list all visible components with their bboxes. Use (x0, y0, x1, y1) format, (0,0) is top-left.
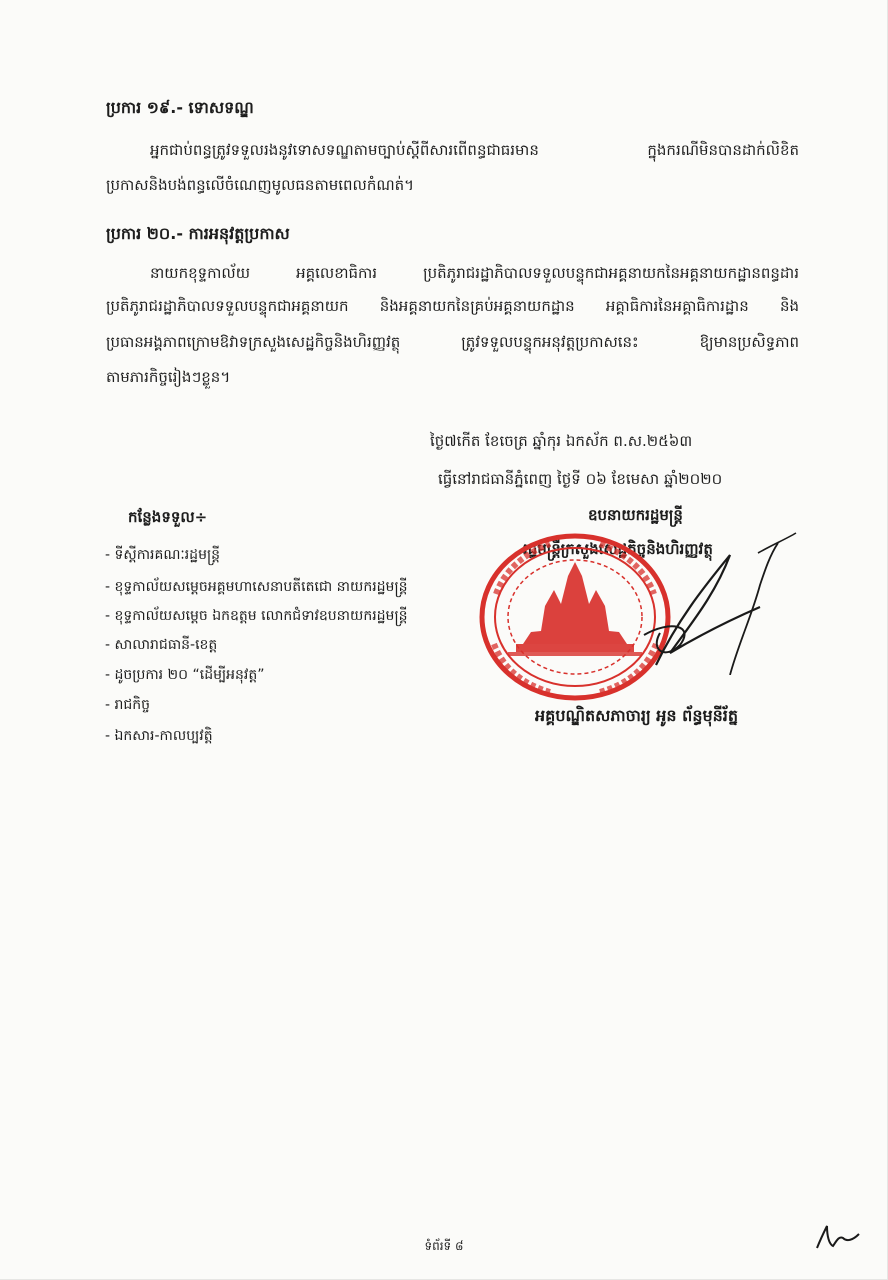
lunar-date: ថ្ងៃ៧កើត ខែចេត្រ ឆ្នាំកុរ ឯកស័ក ព.ស.២៥៦៣ (430, 432, 693, 450)
place-date: ធ្វើនៅរាជធានីភ្នំពេញ ថ្ងៃទី ០៦ ខែមេសា ឆ្នាំ២០២០ (438, 470, 723, 488)
copies-list-item: - ឯកសារ-កាលប្បវត្តិ (105, 728, 213, 744)
text-segment: និង (779, 297, 799, 315)
copies-list-item: - សាលារាជធានី-ខេត្ត (105, 637, 218, 653)
copies-list-item: - ខុទ្ទកាល័យសម្តេច ឯកឧត្តម លោកជំទាវឧបនាយករដ្ឋមន្ត្រី (105, 608, 408, 624)
text-segment: ក្នុងករណីមិនបានដាក់លិខិត (647, 141, 799, 159)
article-20-line-4: តាមភារកិច្ចរៀងៗខ្លួន។ (106, 368, 231, 386)
text-segment: និងអគ្គនាយកនៃគ្រប់អគ្គនាយកដ្ឋាន (379, 297, 575, 315)
handwritten-signature (560, 525, 800, 675)
title-minister: រដ្ឋមន្ត្រីក្រសួងសេដ្ឋកិច្ចនិងហិរញ្ញវត្ថុ (523, 540, 713, 558)
article-19-heading: ប្រការ ១៩.- ទោសទណ្ឌ (106, 98, 254, 117)
article-20-line-1 (150, 264, 799, 286)
copies-list-item: - ដូចប្រការ ២០ “ដើម្បីអនុវត្ត” (105, 667, 265, 683)
article-20-line-3 (106, 333, 799, 355)
copies-list-item: - រាជកិច្ច (105, 697, 151, 713)
text-segment: អគ្គាធិការនៃអគ្គាធិការដ្ឋាន (605, 297, 749, 315)
handwritten-initial (813, 1222, 863, 1252)
copies-title: កន្លែងទទួល÷ (128, 508, 208, 526)
article-19-line-2: ប្រកាសនិងបង់ពន្ធលើចំណេញមូលធនតាមពេលកំណត់។ (106, 176, 415, 194)
text-segment: នាយកខុទ្ទកាល័យ (150, 264, 250, 282)
text-segment: ត្រូវទទួលបន្ទុកអនុវត្តប្រកាសនេះ (461, 333, 639, 351)
text-segment: ប្រធានអង្គភាពក្រោមឱវាទក្រសួងសេដ្ឋកិច្ចនិងហិរញ្ញវត្ថុ (106, 333, 401, 351)
text-segment: អ្នកជាប់ពន្ធត្រូវទទួលរងនូវទោសទណ្ឌតាមច្បាប់ស្តីពីសារពើពន្ធជាធរមាន (150, 141, 539, 159)
article-20-line-2 (106, 297, 799, 319)
signatory-name: អគ្គបណ្ឌិតសភាចារ្យ អូន ព័ន្ធមុនីរ័ត្ន (535, 706, 739, 725)
copies-list-item: - ទីស្តីការគណៈរដ្ឋមន្ត្រី (105, 547, 221, 563)
copies-list-item: - ខុទ្ទកាល័យសម្តេចអគ្គមហាសេនាបតីតេជោ នាយករដ្ឋមន្ត្រី (105, 579, 408, 595)
page-number: ទំព័រទី ៨ (424, 1239, 464, 1253)
article-19-line-1 (150, 141, 799, 163)
text-segment: ប្រតិភូរាជរដ្ឋាភិបាលទទួលបន្ទុកជាអគ្គនាយកនៃអគ្គនាយកដ្ឋានពន្ធដារ (423, 264, 799, 282)
text-segment: អគ្គលេខាធិការ (296, 264, 378, 282)
article-20-heading: ប្រការ ២០.- ការអនុវត្តប្រកាស (106, 224, 290, 243)
text-segment: ប្រតិភូរាជរដ្ឋាភិបាលទទួលបន្ទុកជាអគ្គនាយក (106, 297, 349, 315)
text-segment: ឱ្យមានប្រសិទ្ធភាព (699, 333, 799, 351)
title-deputy-pm: ឧបនាយករដ្ឋមន្ត្រី (588, 506, 683, 524)
